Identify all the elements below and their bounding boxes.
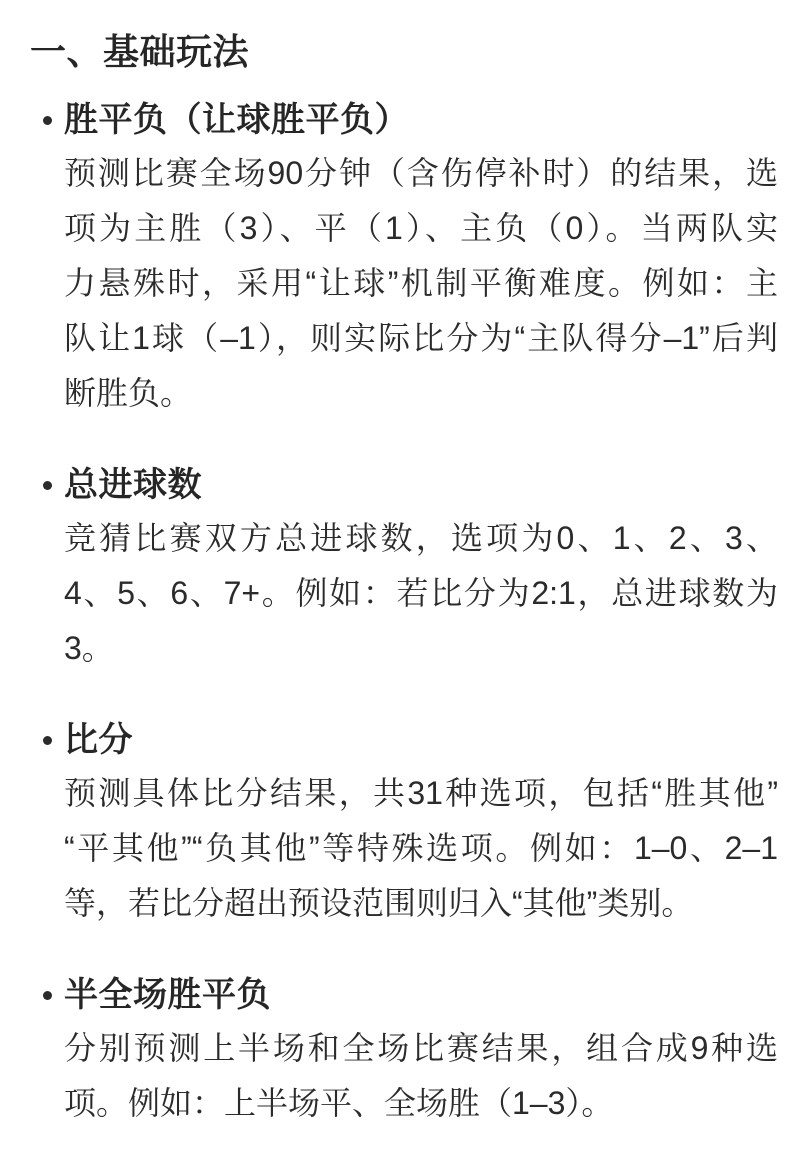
paragraph-line: 队让1球（–1），则实际比分为“主队得分–1”后判 bbox=[64, 320, 778, 356]
paragraph-line: 项。例如：上半场平、全场胜（1–3）。 bbox=[64, 1085, 614, 1121]
item-body bbox=[64, 146, 778, 421]
bullet-item-bifen bbox=[30, 720, 776, 931]
paragraph-line: 等，若比分超出预设范围则归入“其他”类别。 bbox=[64, 885, 694, 921]
paragraph-line: “平其他”“负其他”等特殊选项。例如：1–0、2–1 bbox=[64, 830, 778, 866]
paragraph-line: 竞猜比赛双方总进球数，选项为0、1、2、3、 bbox=[64, 520, 778, 556]
item-body bbox=[64, 766, 778, 931]
bullet-icon bbox=[43, 991, 52, 1000]
item-title: 比分 bbox=[64, 721, 133, 759]
paragraph-line: 4、5、6、7+。例如：若比分为2:1，总进球数为 bbox=[64, 575, 778, 611]
paragraph-line: 预测具体比分结果，共31种选项，包括“胜其他” bbox=[64, 775, 778, 811]
paragraph-line: 项为主胜（3）、平（1）、主负（0）。当两队实 bbox=[64, 210, 778, 246]
item-title: 总进球数 bbox=[64, 466, 202, 504]
bullet-icon bbox=[43, 481, 52, 490]
bullet-item-shengpingfu bbox=[30, 100, 776, 421]
paragraph-line: 预测比赛全场90分钟（含伤停补时）的结果，选 bbox=[64, 155, 778, 191]
paragraph-line: 力悬殊时，采用“让球”机制平衡难度。例如：主 bbox=[64, 265, 778, 301]
paragraph-line: 分别预测上半场和全场比赛结果，组合成9种选 bbox=[64, 1030, 778, 1066]
item-body bbox=[64, 1021, 778, 1131]
bullet-icon bbox=[43, 736, 52, 745]
bullet-icon bbox=[43, 116, 52, 125]
item-title: 半全场胜平负 bbox=[64, 976, 271, 1014]
section-heading: 一、基础玩法 bbox=[30, 31, 250, 72]
paragraph-line: 断胜负。 bbox=[64, 375, 193, 411]
bullet-item-zongjinqiushu bbox=[30, 465, 776, 676]
bullet-item-banquanchang bbox=[30, 975, 776, 1131]
item-body bbox=[64, 511, 778, 676]
item-title: 胜平负（让球胜平负） bbox=[64, 101, 409, 139]
paragraph-line: 3。 bbox=[64, 630, 114, 666]
